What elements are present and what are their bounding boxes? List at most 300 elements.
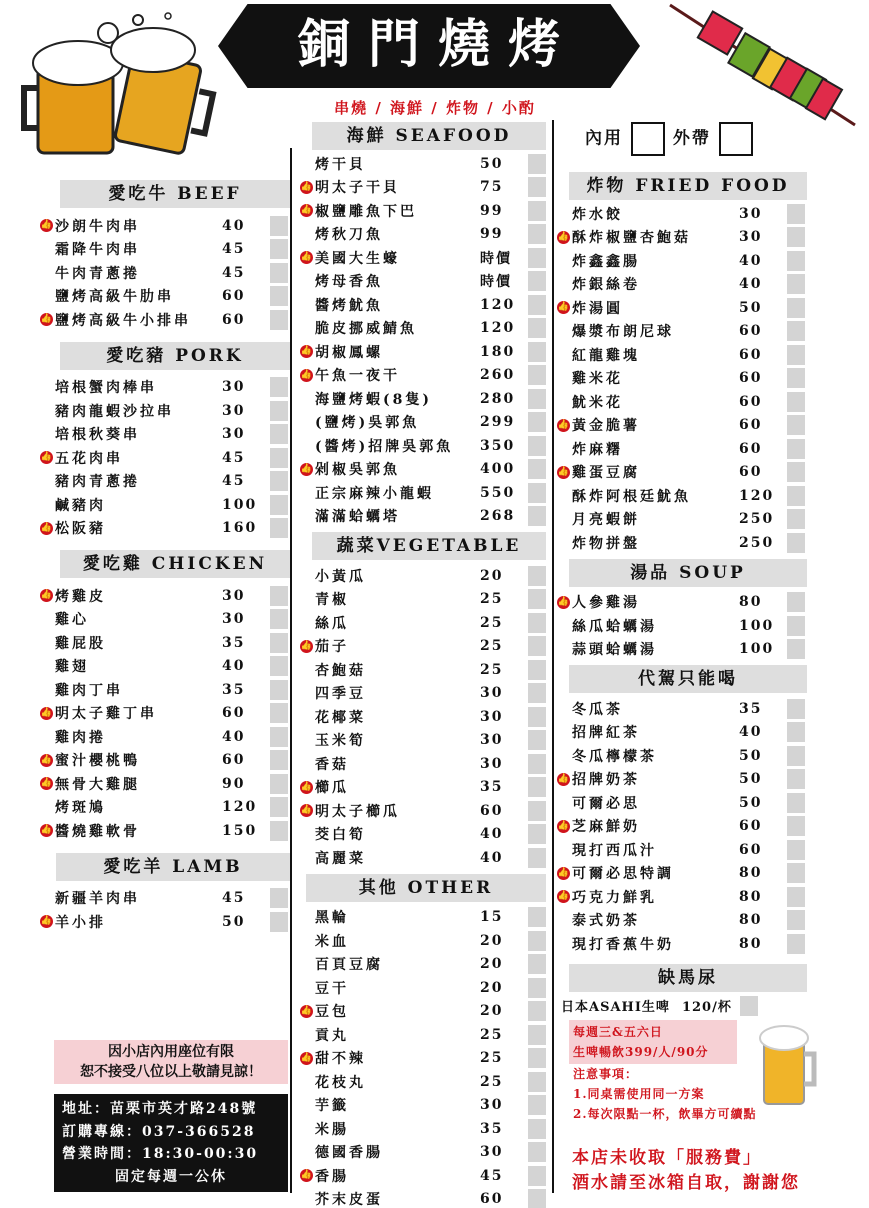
item-name: 雞米花	[572, 371, 623, 388]
vegetable-item	[298, 729, 546, 753]
quantity-box[interactable]	[528, 1142, 546, 1162]
store-hours: 營業時間：18:30-00:30	[62, 1146, 259, 1162]
quantity-box[interactable]	[787, 392, 805, 412]
quantity-box[interactable]	[787, 533, 805, 553]
section-header-chicken: 愛吃雞 CHICKEN	[60, 550, 290, 578]
item-name: 炸麻糬	[572, 441, 623, 458]
item-price: 25	[480, 1026, 504, 1043]
quantity-box[interactable]	[528, 506, 546, 526]
thumbs-up-icon: 👍	[40, 707, 53, 718]
quantity-box[interactable]	[270, 286, 288, 306]
quantity-box[interactable]	[528, 1025, 546, 1045]
quantity-box[interactable]	[528, 412, 546, 432]
takeout-label: 外帶	[672, 128, 711, 149]
item-name: 德國香腸	[315, 1145, 383, 1162]
beef-item	[38, 285, 288, 309]
quantity-box[interactable]	[528, 566, 546, 586]
item-name: 豬肉青蔥捲	[55, 474, 140, 491]
item-name: 巧克力鮮乳	[572, 889, 657, 906]
item-name: 小黃瓜	[315, 568, 366, 585]
dine-in-label: 內用	[585, 128, 623, 149]
item-name: 明太子櫛瓜	[315, 803, 400, 820]
vegetable-item	[298, 588, 546, 612]
quantity-box[interactable]	[787, 439, 805, 459]
quantity-box[interactable]	[787, 298, 805, 318]
section-header-drinks: 代駕只能喝	[569, 665, 807, 693]
quantity-box[interactable]	[787, 486, 805, 506]
fried-item	[555, 414, 805, 438]
item-price: 550	[480, 484, 516, 501]
item-price: 時價	[480, 250, 512, 267]
quantity-box[interactable]	[528, 365, 546, 385]
quantity-box[interactable]	[787, 769, 805, 789]
item-name: 花枝丸	[315, 1074, 366, 1091]
thumbs-up-icon: 👍	[300, 1005, 313, 1016]
quantity-box[interactable]	[528, 754, 546, 774]
divider-left	[290, 148, 292, 1193]
seafood-item	[298, 176, 546, 200]
drinks-item	[555, 909, 805, 933]
other-item	[298, 929, 546, 953]
quantity-box[interactable]	[528, 177, 546, 197]
item-name: 月亮蝦餅	[572, 512, 640, 529]
item-price: 99	[480, 226, 504, 243]
quantity-box[interactable]	[528, 436, 546, 456]
pork-item	[38, 446, 288, 470]
item-price: 30	[222, 402, 246, 419]
footer-note	[572, 1146, 800, 1196]
quantity-box[interactable]	[528, 848, 546, 868]
item-name: 茭白筍	[315, 827, 366, 844]
quantity-box[interactable]	[528, 295, 546, 315]
item-price: 250	[739, 511, 775, 528]
chicken-item	[38, 819, 288, 843]
beef-list	[38, 214, 288, 332]
section-header-seafood: 海鮮 SEAFOOD	[312, 122, 546, 150]
quantity-box[interactable]	[270, 586, 288, 606]
other-item	[298, 1070, 546, 1094]
fried-item	[555, 531, 805, 555]
quantity-box[interactable]	[787, 227, 805, 247]
quantity-box[interactable]	[787, 934, 805, 954]
quantity-box[interactable]	[528, 1189, 546, 1208]
quantity-box[interactable]	[528, 589, 546, 609]
quantity-box[interactable]	[528, 801, 546, 821]
other-item	[298, 1188, 546, 1208]
quantity-box[interactable]	[528, 613, 546, 633]
item-price: 60	[739, 818, 763, 835]
quantity-box[interactable]	[270, 727, 288, 747]
thumbs-up-icon: 👍	[557, 466, 570, 477]
item-price: 280	[480, 390, 516, 407]
item-name: 美國大生蠔	[315, 250, 400, 267]
beer-note-1: 1.同桌需使用同一方案	[573, 1086, 705, 1101]
quantity-box[interactable]	[528, 707, 546, 727]
item-price: 50	[739, 747, 763, 764]
item-name: 招牌奶茶	[572, 772, 640, 789]
item-name: 紅龍雞塊	[572, 347, 640, 364]
vegetable-item	[298, 799, 546, 823]
fried-item	[555, 367, 805, 391]
chicken-item	[38, 608, 288, 632]
quantity-box[interactable]	[270, 680, 288, 700]
chicken-item	[38, 584, 288, 608]
item-name: 海鹽烤蝦(8隻)	[315, 391, 432, 408]
item-name: 米腸	[315, 1121, 349, 1138]
item-name: 鹽烤高級牛小排串	[55, 312, 191, 329]
quantity-box[interactable]	[787, 592, 805, 612]
item-price: 60	[739, 464, 763, 481]
quantity-box[interactable]	[528, 318, 546, 338]
quantity-box[interactable]	[528, 683, 546, 703]
seafood-item	[298, 364, 546, 388]
quantity-box[interactable]	[787, 699, 805, 719]
quantity-box[interactable]	[528, 777, 546, 797]
item-name: 絲瓜蛤蠣湯	[572, 618, 657, 635]
item-price: 40	[739, 252, 763, 269]
seafood-item	[298, 434, 546, 458]
item-name: 滿滿蛤蠣塔	[315, 509, 400, 526]
quantity-box[interactable]	[787, 793, 805, 813]
item-price: 45	[480, 1167, 504, 1184]
quantity-box[interactable]	[528, 483, 546, 503]
quantity-box[interactable]	[787, 910, 805, 930]
quantity-box[interactable]	[787, 840, 805, 860]
item-name: 香菇	[315, 756, 349, 773]
quantity-box[interactable]	[528, 1072, 546, 1092]
quantity-box[interactable]	[270, 703, 288, 723]
item-name: 招牌紅茶	[572, 725, 640, 742]
quantity-box[interactable]	[270, 263, 288, 283]
quantity-box[interactable]	[787, 204, 805, 224]
store-address: 地址：苗栗市英才路248號	[62, 1101, 258, 1117]
thumbs-up-icon: 👍	[557, 302, 570, 313]
item-price: 120	[480, 320, 516, 337]
seafood-item	[298, 152, 546, 176]
item-name: 雞屁股	[55, 635, 106, 652]
quantity-box[interactable]	[270, 656, 288, 676]
item-name: 炸水餃	[572, 206, 623, 223]
quantity-box[interactable]	[528, 907, 546, 927]
quantity-box[interactable]	[528, 931, 546, 951]
quantity-box[interactable]	[787, 816, 805, 836]
item-name: 芋籤	[315, 1098, 349, 1115]
quantity-box[interactable]	[270, 633, 288, 653]
seafood-item	[298, 458, 546, 482]
item-name: 雞肉捲	[55, 729, 106, 746]
quantity-box[interactable]	[528, 389, 546, 409]
soup-item	[555, 638, 805, 662]
pork-item	[38, 470, 288, 494]
other-item	[298, 1141, 546, 1165]
item-name: 高麗菜	[315, 850, 366, 867]
thumbs-up-icon: 👍	[557, 231, 570, 242]
item-price: 30	[480, 1144, 504, 1161]
quantity-box[interactable]	[787, 274, 805, 294]
thumbs-up-icon: 👍	[300, 805, 313, 816]
item-price: 120	[480, 296, 516, 313]
vegetable-item	[298, 611, 546, 635]
quantity-box[interactable]	[270, 821, 288, 841]
pork-item	[38, 376, 288, 400]
item-price: 30	[480, 755, 504, 772]
item-price: 30	[739, 205, 763, 222]
item-price: 20	[480, 1003, 504, 1020]
item-price: 60	[739, 370, 763, 387]
item-price: 35	[480, 1120, 504, 1137]
item-price: 260	[480, 367, 516, 384]
thumbs-up-icon: 👍	[300, 205, 313, 216]
section-drinks	[555, 665, 805, 956]
item-price: 30	[222, 587, 246, 604]
quantity-box[interactable]	[528, 201, 546, 221]
item-name: 黃金脆薯	[572, 418, 640, 435]
quantity-box[interactable]	[528, 1119, 546, 1139]
quantity-box[interactable]	[787, 746, 805, 766]
item-price: 40	[480, 849, 504, 866]
seafood-item	[298, 317, 546, 341]
quantity-box[interactable]	[528, 154, 546, 174]
quantity-box[interactable]	[787, 345, 805, 365]
item-price: 25	[480, 614, 504, 631]
store-phone: 訂購專線：037-366528	[62, 1123, 256, 1140]
pork-list	[38, 376, 288, 541]
item-name: 午魚一夜干	[315, 368, 400, 385]
quantity-box[interactable]	[528, 1001, 546, 1021]
item-price: 60	[222, 752, 246, 769]
item-name: 爆漿布朗尼球	[572, 324, 674, 341]
item-price: 25	[480, 638, 504, 655]
left-column	[38, 180, 288, 934]
item-name: 現打香蕉牛奶	[572, 936, 674, 953]
fried-item	[555, 249, 805, 273]
quantity-box[interactable]	[787, 509, 805, 529]
item-name: 炸銀絲卷	[572, 277, 640, 294]
item-name: 羊小排	[55, 914, 106, 931]
item-price: 299	[480, 414, 516, 431]
section-beef	[38, 180, 288, 332]
item-price: 60	[480, 802, 504, 819]
quantity-box[interactable]	[787, 863, 805, 883]
quantity-box[interactable]	[270, 471, 288, 491]
quantity-box[interactable]	[528, 1048, 546, 1068]
item-price: 268	[480, 508, 516, 525]
item-price: 40	[222, 658, 246, 675]
item-name: (醬烤)招牌吳郭魚	[315, 438, 454, 455]
fried-item	[555, 202, 805, 226]
beer-promo-days: 每週三&五六日	[573, 1024, 663, 1039]
store-closed-day: 固定每週一公休	[115, 1168, 227, 1185]
drinks-item	[555, 697, 805, 721]
quantity-box[interactable]	[528, 459, 546, 479]
section-fried	[555, 172, 805, 555]
item-name: 鹽烤高級牛肋串	[55, 289, 174, 306]
item-price: 350	[480, 437, 516, 454]
seafood-item	[298, 505, 546, 529]
quantity-box[interactable]	[270, 750, 288, 770]
asahi-label: 日本ASAHI生啤	[561, 1000, 670, 1015]
thumbs-up-icon: 👍	[557, 773, 570, 784]
item-name: 冬瓜茶	[572, 701, 623, 718]
other-item	[298, 1117, 546, 1141]
drinks-item	[555, 768, 805, 792]
middle-column	[298, 122, 546, 1208]
quantity-box[interactable]	[270, 797, 288, 817]
item-price: 400	[480, 461, 516, 478]
vegetable-item	[298, 846, 546, 870]
item-name: 香腸	[315, 1168, 349, 1185]
item-price: 40	[222, 217, 246, 234]
item-price: 160	[222, 520, 258, 537]
quantity-box[interactable]	[787, 722, 805, 742]
dine-option	[585, 122, 753, 156]
quantity-box[interactable]	[270, 518, 288, 538]
drinks-item	[555, 932, 805, 956]
fried-item	[555, 390, 805, 414]
takeout-checkbox[interactable]	[719, 122, 753, 156]
item-price: 45	[222, 264, 246, 281]
item-price: 250	[739, 534, 775, 551]
quantity-box[interactable]	[270, 888, 288, 908]
thumbs-up-icon: 👍	[40, 314, 53, 325]
thumbs-up-icon: 👍	[300, 369, 313, 380]
vegetable-item	[298, 823, 546, 847]
item-name: 甜不辣	[315, 1051, 366, 1068]
item-name: 酥炸阿根廷魷魚	[572, 488, 691, 505]
item-price: 45	[222, 449, 246, 466]
item-price: 25	[480, 1050, 504, 1067]
quantity-box[interactable]	[270, 774, 288, 794]
quantity-box[interactable]	[787, 251, 805, 271]
item-price: 30	[480, 732, 504, 749]
quantity-box[interactable]	[528, 342, 546, 362]
thumbs-up-icon: 👍	[40, 590, 53, 601]
item-price: 120	[739, 487, 775, 504]
quantity-box[interactable]	[528, 954, 546, 974]
item-price: 60	[480, 1191, 504, 1208]
section-other	[298, 874, 546, 1208]
other-item	[298, 1164, 546, 1188]
item-price: 60	[222, 705, 246, 722]
asahi-qty-box[interactable]	[740, 996, 758, 1016]
item-price: 60	[739, 841, 763, 858]
quantity-box[interactable]	[270, 495, 288, 515]
thumbs-up-icon: 👍	[40, 778, 53, 789]
quantity-box[interactable]	[270, 216, 288, 236]
other-item	[298, 1047, 546, 1071]
item-price: 50	[739, 771, 763, 788]
quantity-box[interactable]	[528, 824, 546, 844]
thumbs-up-icon: 👍	[40, 825, 53, 836]
beef-item	[38, 261, 288, 285]
quantity-box[interactable]	[528, 730, 546, 750]
dine-in-checkbox[interactable]	[631, 122, 665, 156]
item-price: 25	[480, 591, 504, 608]
item-name: 可爾必思	[572, 795, 640, 812]
item-name: 霜降牛肉串	[55, 242, 140, 259]
vegetable-list	[298, 564, 546, 870]
quantity-box[interactable]	[528, 1166, 546, 1186]
quantity-box[interactable]	[270, 310, 288, 330]
quantity-box[interactable]	[270, 448, 288, 468]
item-name: 現打西瓜汁	[572, 842, 657, 859]
other-item	[298, 906, 546, 930]
item-name: 醬燒雞軟骨	[55, 823, 140, 840]
quantity-box[interactable]	[270, 424, 288, 444]
drinks-item	[555, 815, 805, 839]
other-item	[298, 976, 546, 1000]
item-name: 松阪豬	[55, 521, 106, 538]
quantity-box[interactable]	[270, 239, 288, 259]
quantity-box[interactable]	[787, 462, 805, 482]
thumbs-up-icon: 👍	[40, 220, 53, 231]
quantity-box[interactable]	[528, 636, 546, 656]
item-price: 50	[480, 155, 504, 172]
quantity-box[interactable]	[528, 224, 546, 244]
thumbs-up-icon: 👍	[300, 346, 313, 357]
item-name: 脆皮挪威鯖魚	[315, 321, 417, 338]
item-price: 80	[739, 865, 763, 882]
quantity-box[interactable]	[528, 978, 546, 998]
quantity-box[interactable]	[528, 248, 546, 268]
beer-notes-title: 注意事項：	[573, 1066, 639, 1081]
chicken-item	[38, 702, 288, 726]
item-name: 鹹豬肉	[55, 497, 106, 514]
item-name: 雞翅	[55, 659, 89, 676]
other-item	[298, 1023, 546, 1047]
chicken-item	[38, 796, 288, 820]
quantity-box[interactable]	[787, 887, 805, 907]
vegetable-item	[298, 682, 546, 706]
item-name: 雞肉丁串	[55, 682, 123, 699]
lamb-item	[38, 910, 288, 934]
quantity-box[interactable]	[787, 321, 805, 341]
item-name: (鹽烤)吳郭魚	[315, 415, 420, 432]
section-header-lamb: 愛吃羊 LAMB	[56, 853, 290, 881]
beef-item	[38, 238, 288, 262]
quantity-box[interactable]	[787, 415, 805, 435]
quantity-box[interactable]	[787, 639, 805, 659]
quantity-box[interactable]	[528, 271, 546, 291]
vegetable-item	[298, 658, 546, 682]
seafood-item	[298, 199, 546, 223]
quantity-box[interactable]	[528, 660, 546, 680]
quantity-box[interactable]	[270, 609, 288, 629]
thumbs-up-icon: 👍	[40, 522, 53, 533]
item-price: 80	[739, 912, 763, 929]
thumbs-up-icon: 👍	[557, 891, 570, 902]
drinks-item	[555, 721, 805, 745]
fried-item	[555, 437, 805, 461]
item-price: 120	[222, 799, 258, 816]
item-name: 豆干	[315, 980, 349, 997]
quantity-box[interactable]	[270, 401, 288, 421]
item-name: 泰式奶茶	[572, 913, 640, 930]
footer-line2: 酒水請至冰箱自取，謝謝您	[572, 1173, 800, 1193]
quantity-box[interactable]	[787, 368, 805, 388]
quantity-box[interactable]	[270, 377, 288, 397]
asahi-price: 120/杯	[681, 1000, 732, 1015]
quantity-box[interactable]	[787, 616, 805, 636]
drinks-item	[555, 885, 805, 909]
item-name: 沙朗牛肉串	[55, 218, 140, 235]
item-price: 60	[222, 288, 246, 305]
quantity-box[interactable]	[528, 1095, 546, 1115]
thumbs-up-icon: 👍	[300, 463, 313, 474]
item-name: 椒鹽雕魚下巴	[315, 203, 417, 220]
item-name: 蒜頭蛤蠣湯	[572, 642, 657, 659]
quantity-box[interactable]	[270, 912, 288, 932]
